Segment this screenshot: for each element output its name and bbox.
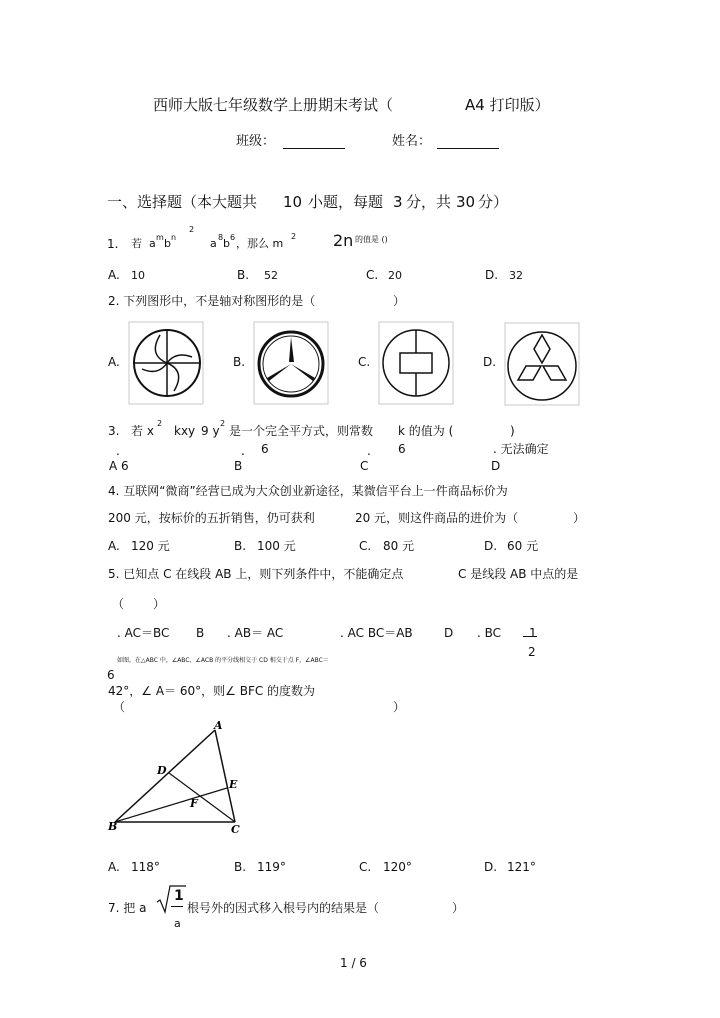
section-title-n: 10	[283, 193, 303, 211]
q3-option-dot-3: .	[367, 444, 371, 458]
section-title-f: 分）	[478, 193, 509, 211]
q4-option-d-label[interactable]: D.	[484, 539, 498, 553]
q4-line2-a: 200 元，按标价的五折销售，仍可获利	[108, 511, 315, 525]
q2-text: 2. 下列图形中，不是轴对称图形的是（	[108, 294, 316, 308]
q4-option-a-value[interactable]: 120 元	[131, 539, 170, 553]
q1-b2: b	[223, 237, 230, 250]
q4-option-b-value[interactable]: 100 元	[257, 539, 296, 553]
q3-option-a[interactable]: A 6	[109, 459, 129, 473]
q2-figure-c[interactable]	[378, 321, 454, 405]
q5-line1-a: 5. 已知点 C 在线段 AB 上，则下列条件中，不能确定点	[108, 567, 404, 581]
q3-option-c-value[interactable]: 6	[398, 442, 406, 456]
q5-line1-b: C 是线段 AB 中点的是	[458, 567, 579, 581]
q4-option-a-label[interactable]: A.	[108, 539, 120, 553]
q5-option-d-label[interactable]: D	[444, 626, 454, 640]
q7-text: 根号外的因式移入根号内的结果是（	[187, 901, 380, 915]
q1-tail: 的值是 ()	[355, 235, 388, 244]
bisector-cd	[169, 773, 235, 822]
q5-frac-num: 1	[529, 626, 537, 640]
q5-option-b[interactable]: . AB＝ AC	[227, 626, 284, 640]
q1-a2: a	[210, 237, 217, 250]
q1-a2-sup: 8	[218, 233, 224, 242]
q3-option-d-value[interactable]: . 无法确定	[493, 442, 549, 456]
q3-option-b-label[interactable]: B	[234, 459, 243, 473]
side-ac	[215, 730, 235, 822]
q6-line: 42°，∠ A＝ 60°，则∠ BFC 的度数为	[108, 684, 316, 698]
q1-option-c-label[interactable]: C.	[366, 268, 379, 282]
q4-line2-c: ）	[573, 511, 586, 525]
q7-a: 7. 把 a	[108, 901, 147, 915]
q6-tiny-text: 如图，在△ABC 中，∠ABC、∠ACB 的平分线相交于 CD 相交于点 F，∠ABC＝	[117, 657, 329, 664]
label-b: B	[108, 820, 118, 833]
section-title-d: 分，共	[406, 193, 452, 211]
q5-frac-bar	[523, 636, 537, 637]
q1-ruo: 若	[131, 237, 142, 250]
q3-option-dot-2: .	[241, 444, 245, 458]
q1-mid: ，那么 m	[236, 237, 284, 250]
q5-option-d[interactable]: . BC	[477, 626, 502, 640]
q1-b: b	[164, 237, 171, 250]
q6-paren-close: ）	[393, 700, 406, 714]
q4-option-d-value[interactable]: 60 元	[507, 539, 539, 553]
q6-number: 6	[107, 668, 115, 682]
bisector-be	[115, 788, 227, 822]
q5-option-c[interactable]: . AC BC＝AB	[340, 626, 413, 640]
q1-b-sup: n	[171, 233, 177, 242]
q4-option-c-label[interactable]: C.	[359, 539, 372, 553]
q6-option-d-label[interactable]: D.	[484, 860, 498, 874]
page-number: 1 / 6	[340, 956, 367, 970]
q2-close: ）	[393, 294, 406, 308]
q1-number: 1.	[107, 237, 119, 251]
q6-option-b-label[interactable]: B.	[234, 860, 247, 874]
q1-a-sup: m	[156, 233, 164, 242]
q2-option-c-label[interactable]: C.	[358, 355, 371, 369]
q3-nine-y: 9 y	[201, 424, 220, 438]
q6-option-c-label[interactable]: C.	[359, 860, 372, 874]
q3-x-sup: 2	[157, 419, 163, 428]
class-label: 班级：	[236, 134, 276, 149]
q3-option-dot-1: .	[116, 444, 120, 458]
q3-kxy: kxy	[174, 424, 196, 438]
q3-option-d-label[interactable]: D	[491, 459, 501, 473]
q2-figure-d[interactable]	[504, 322, 580, 406]
q6-option-a-label[interactable]: A.	[108, 860, 120, 874]
q3-ruo: 若 x	[131, 424, 154, 438]
q4-option-b-label[interactable]: B.	[234, 539, 247, 553]
q2-option-d-label[interactable]: D.	[483, 355, 497, 369]
q2-option-b-label[interactable]: B.	[233, 355, 246, 369]
name-label: 姓名：	[392, 134, 432, 149]
page-title-paren: A4 打印版）	[465, 96, 550, 114]
q1-b2-sup: 6	[230, 233, 236, 242]
q1-exp2: 2	[189, 225, 195, 234]
q5-option-b-label[interactable]: B	[196, 626, 205, 640]
q1-option-d-value[interactable]: 32	[509, 269, 523, 282]
q7-frac-den: a	[174, 917, 181, 930]
label-c: C	[231, 823, 240, 836]
section-title-e: 30	[456, 193, 476, 211]
q4-line2-b: 20 元，则这件商品的进价为（	[355, 511, 519, 525]
q2-figure-a[interactable]	[128, 321, 204, 405]
q1-a: a	[149, 237, 156, 250]
section-title-a: 一、选择题（本大题共	[107, 193, 258, 211]
page-title: 西师大版七年级数学上册期末考试（	[153, 96, 394, 114]
q4-option-c-value[interactable]: 80 元	[383, 539, 415, 553]
q2-figure-b[interactable]	[253, 321, 329, 405]
label-f: F	[190, 797, 198, 810]
q3-k: k 的值为 (	[398, 424, 454, 438]
q1-option-b-label[interactable]: B.	[237, 268, 250, 282]
q3-option-b-value[interactable]: 6	[261, 442, 269, 456]
q7-frac-num: 1	[174, 888, 184, 904]
q2-option-a-label[interactable]: A.	[108, 355, 120, 369]
q6-triangle-figure	[107, 716, 243, 838]
q5-option-a[interactable]: . AC＝BC	[117, 626, 170, 640]
label-d: D	[157, 764, 167, 777]
name-blank[interactable]	[437, 148, 499, 149]
label-e: E	[229, 778, 238, 791]
q7-close: ）	[452, 901, 465, 915]
q3-option-c-label[interactable]: C	[360, 459, 369, 473]
q5-paren-close: ）	[153, 597, 166, 611]
q3-y-sup: 2	[220, 419, 226, 428]
q1-option-a-label[interactable]: A.	[108, 268, 120, 282]
section-title-c: 3	[393, 193, 403, 211]
q1-m-sup: 2	[291, 232, 297, 241]
section-title-b: 小题，每题	[308, 193, 384, 211]
q3-close: )	[510, 424, 515, 438]
label-a: A	[214, 719, 223, 732]
q1-option-c-value[interactable]: 20	[388, 269, 402, 282]
q6-option-b-value[interactable]: 119°	[257, 860, 286, 874]
q6-option-d-value[interactable]: 121°	[507, 860, 536, 874]
q3-number: 3.	[108, 424, 120, 438]
q1-option-b-value[interactable]: 52	[264, 269, 278, 282]
q6-option-c-value[interactable]: 120°	[383, 860, 412, 874]
q3-text: 是一个完全平方式，则常数	[229, 424, 374, 438]
q5-paren-open: （	[112, 597, 125, 611]
q4-line1: 4. 互联网“微商”经营已成为大众创业新途径，某微信平台上一件商品标价为	[108, 484, 508, 498]
q6-paren-open: （	[113, 700, 126, 714]
q1-option-a-value[interactable]: 10	[131, 269, 145, 282]
q1-2n: 2n	[333, 231, 354, 250]
q6-option-a-value[interactable]: 118°	[131, 860, 160, 874]
class-blank[interactable]	[283, 148, 345, 149]
q7-frac-bar	[171, 906, 183, 907]
q5-frac-den: 2	[528, 645, 536, 659]
q1-option-d-label[interactable]: D.	[485, 268, 499, 282]
